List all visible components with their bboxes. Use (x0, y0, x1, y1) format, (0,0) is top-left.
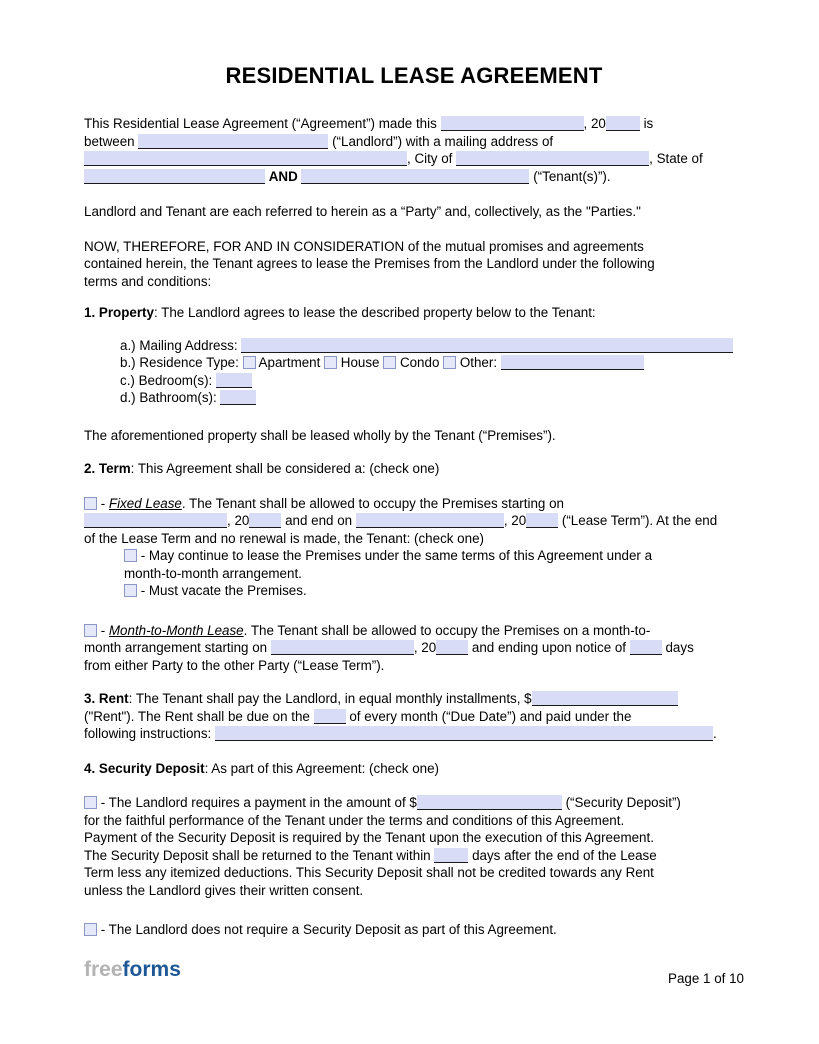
fill-in-blank[interactable] (417, 795, 562, 810)
text-run: , State of (649, 151, 703, 166)
document-title: RESIDENTIAL LEASE AGREEMENT (225, 63, 603, 88)
page-footer (84, 958, 744, 988)
text-run: Landlord and Tenant are each referred to herein as a “Party” and, collectively, as the "Parties." (84, 204, 641, 219)
text-run: , 20 (413, 640, 437, 655)
month-to-month-option (84, 622, 744, 675)
fill-in-blank[interactable] (501, 355, 644, 370)
fill-in-blank[interactable] (526, 513, 558, 528)
fill-in-blank[interactable] (456, 151, 649, 166)
fixed-lease-suboption-vacate (84, 582, 744, 600)
bold-text-run: 1. Property (84, 305, 154, 320)
fill-in-blank[interactable] (532, 691, 678, 706)
fill-in-blank[interactable] (434, 848, 468, 863)
text-run: - (97, 622, 109, 638)
text-run: The aforementioned property shall be leased wholly by the Tenant (“Premises”). (84, 427, 556, 443)
text-run: following instructions: (84, 726, 215, 741)
fill-in-blank[interactable] (216, 373, 252, 388)
text-run: (“Landlord”) with a mailing address of (328, 133, 554, 149)
bold-text-run: 2. Term (84, 461, 131, 476)
fixed-lease-option (84, 495, 744, 548)
fill-in-blank[interactable] (356, 513, 504, 528)
parties-paragraph (84, 203, 744, 221)
fill-in-blank[interactable] (441, 116, 584, 131)
property-item-mailing-address (84, 337, 744, 355)
fill-in-blank[interactable] (314, 709, 346, 724)
fill-in-blank[interactable] (220, 390, 256, 405)
text-run: : The Tenant shall pay the Landlord, in equal monthly installments, $ (128, 691, 532, 706)
text-run: NOW, THEREFORE, FOR AND IN CONSIDERATION of the mutual promises and agreements (84, 238, 644, 254)
text-run: month arrangement starting on (84, 640, 271, 655)
fill-in-blank[interactable] (241, 338, 733, 353)
text-run: , 20 (503, 513, 527, 528)
text-run: Term less any itemized deductions. This Security Deposit shall not be credited towards any Rent (84, 865, 654, 880)
checkbox[interactable] (124, 549, 137, 562)
text-run: This Residential Lease Agreement (“Agreement”) made this (84, 116, 441, 131)
freeforms-logo[interactable] (84, 958, 181, 982)
checkbox[interactable] (84, 624, 97, 637)
document-body (84, 115, 744, 939)
text-run: - The Landlord requires a payment in the amount of $ (97, 795, 417, 810)
checkbox[interactable] (84, 923, 97, 936)
text-run: and end on (281, 513, 356, 528)
premises-paragraph (84, 427, 744, 445)
lease-type-label: Fixed Lease (108, 495, 182, 511)
text-run: - Must vacate the Premises. (137, 583, 307, 598)
text-run: contained herein, the Tenant agrees to lease the Premises from the Landlord under the following (84, 256, 655, 271)
checkbox[interactable] (124, 584, 137, 597)
checkbox[interactable] (243, 356, 256, 369)
fill-in-blank[interactable] (271, 640, 414, 655)
lease-type-label: Month-to-Month Lease (108, 622, 244, 638)
bold-text-run: AND (268, 168, 298, 184)
fill-in-blank[interactable] (249, 513, 281, 528)
text-run: (“Security Deposit”) (561, 795, 681, 810)
text-run: of every month (“Due Date”) and paid under the (345, 708, 632, 724)
section-3-rent (84, 690, 744, 743)
document-content (84, 64, 744, 939)
text-run: unless the Landlord gives their written consent. (84, 882, 364, 898)
text-run: , 20 (583, 116, 606, 131)
section-4-security-deposit-heading (84, 760, 744, 778)
text-run: - (97, 495, 109, 511)
fill-in-blank[interactable] (436, 640, 468, 655)
text-run: from either Party to the other Party (“Lease Term”). (84, 657, 385, 673)
fill-in-blank[interactable] (606, 116, 640, 131)
property-item-bedrooms (84, 372, 744, 390)
text-run: Apartment (255, 355, 325, 370)
bold-text-run: 4. Security Deposit (84, 760, 205, 776)
fill-in-blank[interactable] (84, 513, 227, 528)
text-run: Other: (456, 355, 501, 370)
consideration-paragraph (84, 238, 744, 291)
checkbox[interactable] (84, 796, 97, 809)
text-run: days after the end of the Lease (468, 847, 657, 863)
text-run: and ending upon notice of (468, 640, 630, 655)
intro-paragraph (84, 115, 744, 185)
text-run: . The Tenant shall be allowed to occupy the Premises starting on (181, 495, 564, 511)
text-run: (“Lease Term”). At the end (558, 513, 718, 528)
page-number-label: Page 1 of 10 (668, 971, 744, 986)
text-run: d.) Bathroom(s): (120, 390, 221, 405)
checkbox[interactable] (324, 356, 337, 369)
section-2-term-heading (84, 460, 744, 478)
fixed-lease-suboption-continue (84, 547, 744, 582)
property-item-bathrooms (84, 389, 744, 407)
text-run: , City of (407, 151, 457, 166)
bold-text-run: 3. Rent (84, 691, 129, 706)
text-run: : As part of this Agreement: (check one) (204, 760, 440, 776)
text-run: . The Tenant shall be allowed to occupy the Premises on a month-to- (243, 622, 651, 638)
checkbox[interactable] (443, 356, 456, 369)
fill-in-blank[interactable] (138, 134, 328, 149)
security-deposit-not-required-option (84, 921, 744, 939)
text-run: of the Lease Term and no renewal is made, the Tenant: (check one) (84, 530, 484, 546)
text-run: House (337, 355, 384, 370)
checkbox[interactable] (383, 356, 396, 369)
text-run: ("Rent"). The Rent shall be due on the (84, 708, 314, 724)
text-run: : The Landlord agrees to lease the described property below to the Tenant: (153, 305, 596, 320)
fill-in-blank[interactable] (215, 726, 713, 741)
checkbox[interactable] (84, 497, 97, 510)
fill-in-blank[interactable] (630, 640, 662, 655)
text-run: month-to-month arrangement. (124, 565, 302, 581)
text-run: Condo (396, 355, 444, 370)
text-run: c.) Bedroom(s): (120, 372, 216, 388)
text-run: b.) Residence Type: (120, 355, 243, 370)
text-run: a.) Mailing Address: (120, 337, 242, 353)
section-1-property-heading (84, 304, 744, 322)
text-run: days (661, 640, 694, 655)
fill-in-blank[interactable] (84, 169, 265, 184)
text-run: (“Tenant(s)”). (529, 168, 611, 184)
fill-in-blank[interactable] (301, 169, 529, 184)
logo-forms-text: forms (122, 958, 181, 981)
text-run: between (84, 133, 139, 149)
text-run: for the faithful performance of the Tenant under the terms and conditions of this Agreement. (84, 812, 625, 828)
text-run: . (713, 726, 717, 741)
text-run: , 20 (227, 513, 250, 528)
text-run: terms and conditions: (84, 273, 212, 289)
text-run: Payment of the Security Deposit is required by the Tenant upon the execution of this Agreement. (84, 830, 654, 845)
security-deposit-required-option (84, 794, 744, 899)
text-run: : This Agreement shall be considered a: (check one) (130, 461, 440, 476)
text-run: is (639, 116, 654, 131)
logo-free-text: free (84, 958, 123, 981)
fill-in-blank[interactable] (84, 151, 407, 166)
text-run: - The Landlord does not require a Security Deposit as part of this Agreement. (97, 922, 557, 937)
property-item-residence-type (84, 354, 744, 372)
text-run: - May continue to lease the Premises under the same terms of this Agreement under a (137, 548, 653, 563)
text-run: The Security Deposit shall be returned to the Tenant within (84, 847, 435, 863)
